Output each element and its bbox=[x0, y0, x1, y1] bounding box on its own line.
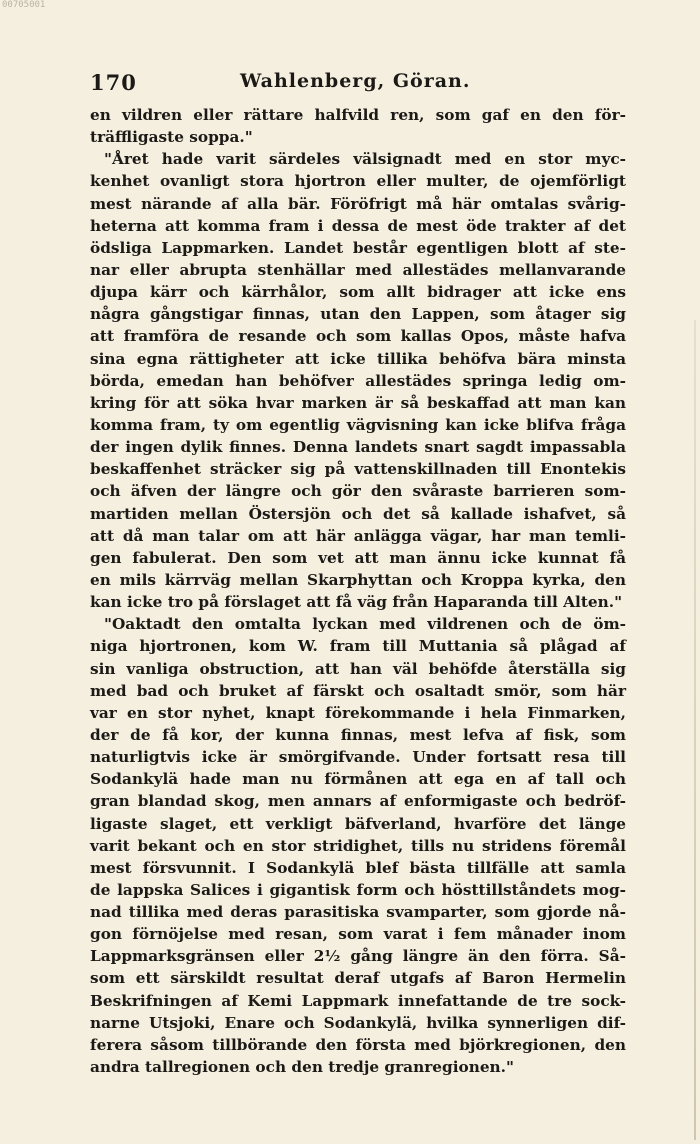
text-line: de lappska Salices i gigantisk form och hösttillståndets mog- bbox=[90, 880, 626, 899]
text-line: beskaffenhet sträcker sig på vattenskillnaden till Enontekis bbox=[90, 460, 626, 479]
body-text bbox=[90, 104, 626, 1078]
text-line: med bad och bruket af färskt och osaltadt smör, som här bbox=[90, 681, 626, 700]
text-line: att då man talar om att här anlägga vägar, har man temli- bbox=[90, 526, 626, 545]
text-line: martiden mellan Östersjön och det så kallade ishafvet, så bbox=[90, 504, 626, 523]
text-line: sin vanliga obstruction, att han väl behöfde återställa sig bbox=[90, 659, 626, 678]
text-line: börda, emedan han behöfver allestädes springa ledig om- bbox=[90, 371, 626, 390]
running-header bbox=[90, 70, 620, 94]
text-line: en vildren eller rättare halfvild ren, som gaf en den för- bbox=[90, 106, 626, 124]
text-line: gen fabulerat. Den som vet att man ännu icke kunnat få bbox=[90, 548, 626, 567]
text-line: "Året hade varit särdeles välsignadt med en stor myc- bbox=[104, 150, 626, 169]
text-line: gon förnöjelse med resan, som varat i fem månader inom bbox=[90, 925, 626, 944]
text-line: komma fram, ty om egentlig vägvisning kan icke blifva fråga bbox=[90, 415, 626, 434]
text-line: ödsliga Lappmarken. Landet består egentligen blott af ste- bbox=[90, 238, 626, 257]
text-line: att framföra de resande och som kallas Opos, måste hafva bbox=[90, 327, 626, 346]
running-title: Wahlenberg, Göran. bbox=[240, 70, 471, 92]
text-line: ferera såsom tillbörande den första med björkregionen, den bbox=[90, 1035, 626, 1054]
text-line: ligaste slaget, ett verkligt bäfverland, hvarföre det länge bbox=[90, 814, 626, 833]
text-line: niga hjortronen, kom W. fram till Muttania så plågad af bbox=[90, 637, 626, 656]
text-line: nar eller abrupta stenhällar med allestädes mellanvarande bbox=[90, 260, 626, 279]
text-line: en mils kärrväg mellan Skarphyttan och Kroppa kyrka, den bbox=[90, 570, 626, 589]
text-line: naturligtvis icke är smörgifvande. Under fortsatt resa till bbox=[90, 748, 626, 767]
text-line: Lappmarksgränsen eller 2½ gång längre än den förra. Så- bbox=[90, 947, 626, 966]
text-line: kenhet ovanligt stora hjortron eller multer, de ojemförligt bbox=[90, 172, 626, 191]
text-line: Sodankylä hade man nu förmånen att ega en af tall och bbox=[90, 770, 626, 789]
text-line: kring för att söka hvar marken är så beskaffad att man kan bbox=[90, 393, 626, 412]
text-line: kan icke tro på förslaget att få väg från Haparanda till Alten." bbox=[90, 593, 623, 612]
text-line: mest närande af alla bär. Föröfrigt må här omtalas svårig- bbox=[90, 194, 626, 213]
text-line: sina egna rättigheter att icke tillika behöfva bära minsta bbox=[90, 349, 626, 368]
text-line: mest försvunnit. I Sodankylä blef bästa tillfälle att samla bbox=[90, 858, 626, 877]
text-line: Beskrifningen af Kemi Lappmark innefattande de tre sock- bbox=[90, 991, 626, 1010]
text-line: varit bekant och en stor stridighet, tills nu stridens föremål bbox=[90, 836, 626, 855]
text-line: narne Utsjoki, Enare och Sodankylä, hvilka synnerligen dif- bbox=[90, 1013, 626, 1032]
text-line: djupa kärr och kärrhålor, som allt bidrager att icke ens bbox=[90, 283, 626, 302]
text-line: träffligaste soppa." bbox=[90, 128, 253, 147]
page-number: 170 bbox=[90, 70, 137, 95]
page-edge bbox=[694, 320, 696, 1140]
text-line: och äfven der längre och gör den svåraste barrieren som- bbox=[90, 482, 626, 501]
text-line: var en stor nyhet, knapt förekommande i hela Finmarken, bbox=[90, 703, 626, 722]
text-line: som ett särskildt resultat deraf utgafs af Baron Hermelin bbox=[90, 969, 626, 988]
text-line: några gångstigar finnas, utan den Lappen, som åtager sig bbox=[90, 305, 626, 324]
text-line: "Oaktadt den omtalta lyckan med vildrenen och de öm- bbox=[104, 615, 626, 634]
scan-stamp: 00705001 bbox=[2, 0, 46, 10]
text-line: andra tallregionen och den tredje granregionen." bbox=[90, 1058, 514, 1077]
text-line: nad tillika med deras parasitiska svamparter, som gjorde nå- bbox=[90, 903, 626, 922]
text-line: der de få kor, der kunna finnas, mest lefva af fisk, som bbox=[90, 725, 626, 744]
text-line: gran blandad skog, men annars af enformigaste och bedröf- bbox=[90, 792, 626, 811]
text-line: der ingen dylik finnes. Denna landets snart sagdt impassabla bbox=[90, 438, 626, 457]
text-line: heterna att komma fram i dessa de mest öde trakter af det bbox=[90, 216, 626, 235]
